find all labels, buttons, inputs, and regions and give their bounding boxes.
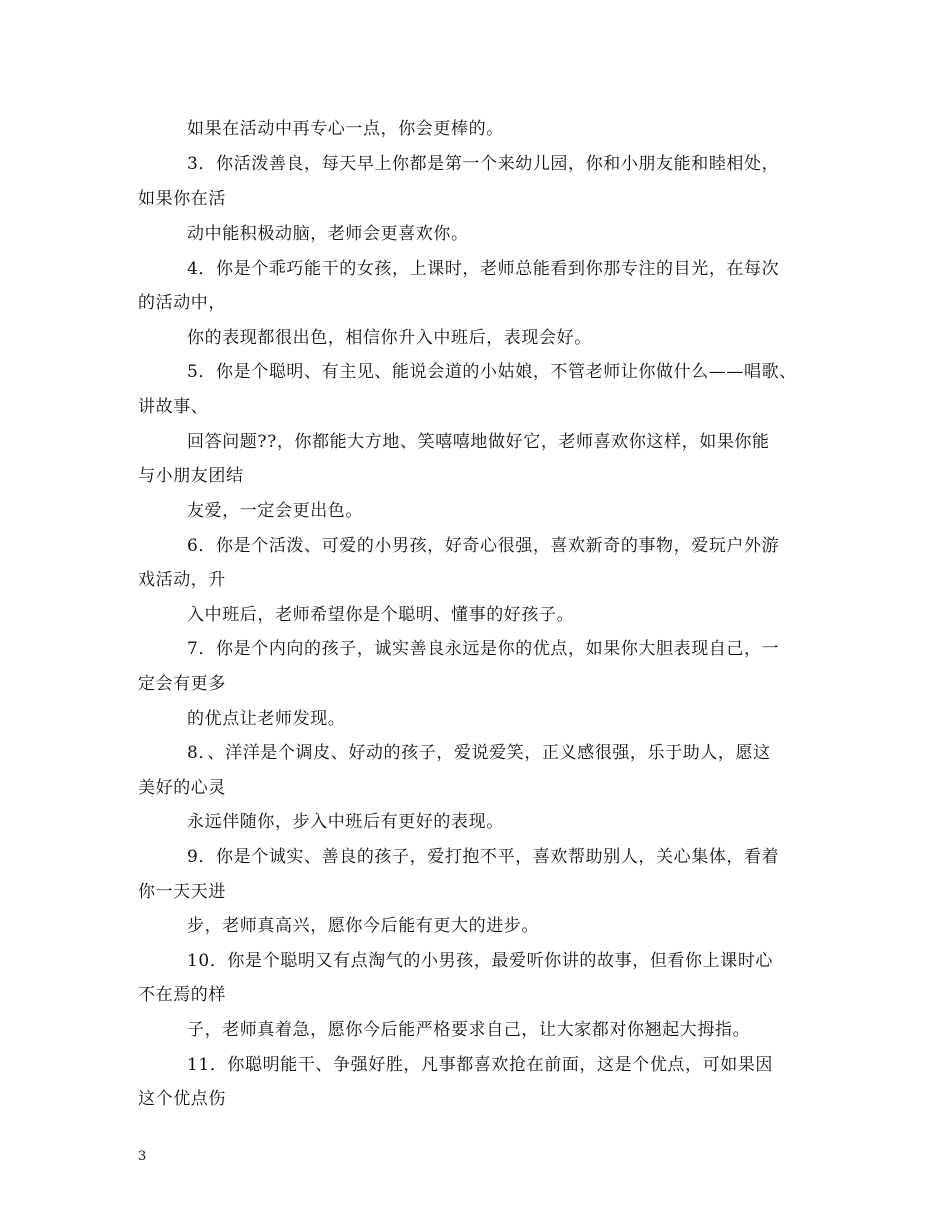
text-line: 定会有更多 bbox=[138, 674, 226, 694]
text-line: 5．你是个聪明、有主见、能说会道的小姑娘，不管老师让你做什么——唱歌、 bbox=[187, 362, 797, 382]
text-line: 子，老师真着急，愿你今后能严格要求自己，让大家都对你翘起大拇指。 bbox=[187, 1020, 751, 1040]
text-line: 永远伴随你，步入中班后有更好的表现。 bbox=[187, 812, 504, 832]
text-line: 如果你在活 bbox=[138, 189, 226, 209]
text-line: 这个优点伤 bbox=[138, 1089, 226, 1109]
text-line: 10．你是个聪明又有点淘气的小男孩，最爱听你讲的故事，但看你上课时心 bbox=[187, 951, 774, 971]
text-line: 讲故事、 bbox=[138, 397, 209, 417]
text-line: 戏活动，升 bbox=[138, 570, 226, 590]
text-line: 步，老师真高兴，愿你今后能有更大的进步。 bbox=[187, 916, 539, 936]
text-line: 与小朋友团结 bbox=[138, 466, 244, 486]
text-line: 4．你是个乖巧能干的女孩，上课时，老师总能看到你那专注的目光，在每次 bbox=[187, 259, 780, 279]
text-line: 8．、洋洋是个调皮、好动的孩子，爱说爱笑，正义感很强，乐于助人，愿这 bbox=[187, 743, 771, 763]
text-line: 3．你活泼善良，每天早上你都是第一个来幼儿园，你和小朋友能和睦相处， bbox=[187, 154, 780, 174]
text-line: 入中班后，老师希望你是个聪明、懂事的好孩子。 bbox=[187, 605, 575, 625]
text-line: 不在焉的样 bbox=[138, 985, 226, 1005]
text-line: 你的表现都很出色，相信你升入中班后，表现会好。 bbox=[187, 328, 592, 348]
text-line: 9．你是个诚实、善良的孩子，爱打抱不平，喜欢帮助别人，关心集体，看着 bbox=[187, 847, 780, 867]
text-line: 美好的心灵 bbox=[138, 778, 226, 798]
text-line: 回答问题??，你都能大方地、笑嘻嘻地做好它，老师喜欢你这样，如果你能 bbox=[187, 432, 770, 452]
text-line: 如果在活动中再专心一点，你会更棒的。 bbox=[187, 119, 504, 139]
text-line: 你一天天进 bbox=[138, 882, 226, 902]
text-line: 的活动中， bbox=[138, 293, 226, 313]
page-number: 3 bbox=[138, 1149, 147, 1164]
text-line: 的优点让老师发现。 bbox=[187, 709, 346, 729]
text-line: 动中能积极动脑，老师会更喜欢你。 bbox=[187, 224, 469, 244]
text-line: 6．你是个活泼、可爱的小男孩，好奇心很强，喜欢新奇的事物，爱玩户外游 bbox=[187, 536, 780, 556]
text-line: 11．你聪明能干、争强好胜，凡事都喜欢抢在前面，这是个优点，可如果因 bbox=[187, 1055, 774, 1075]
text-line: 友爱，一定会更出色。 bbox=[187, 501, 363, 521]
text-line: 7．你是个内向的孩子，诚实善良永远是你的优点，如果你大胆表现自己，一 bbox=[187, 639, 780, 659]
